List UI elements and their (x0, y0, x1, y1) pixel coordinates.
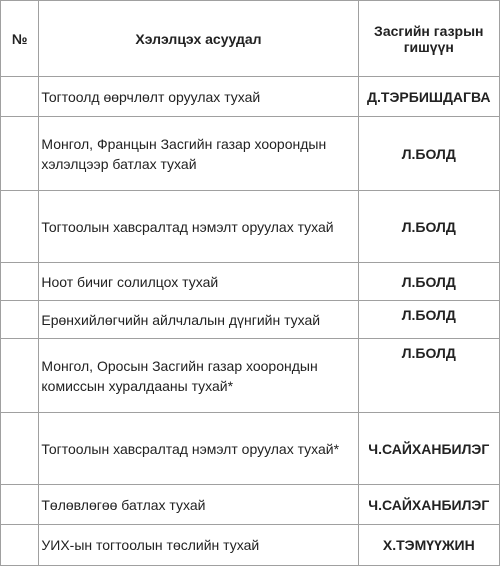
row-member: Х.ТЭМҮҮЖИН (358, 525, 499, 566)
row-member: Ч.САЙХАНБИЛЭГ (358, 413, 499, 485)
row-member: Л.БОЛД (358, 263, 499, 301)
row-number (1, 191, 39, 263)
row-topic: Монгол, Оросын Засгийн газар хоорондын комиссын хуралдааны тухай* (39, 339, 358, 413)
row-member: Д.ТЭРБИШДАГВА (358, 77, 499, 117)
table-row (1, 117, 500, 191)
row-number (1, 339, 39, 413)
row-member: Ч.САЙХАНБИЛЭГ (358, 485, 499, 525)
row-number (1, 263, 39, 301)
row-topic: Төлөвлөгөө батлах тухай (39, 485, 358, 525)
table-row (1, 485, 500, 525)
row-topic: УИХ-ын тогтоолын төслийн тухай (39, 525, 358, 566)
table-row (1, 301, 500, 339)
row-number (1, 77, 39, 117)
table-row (1, 339, 500, 413)
row-number (1, 525, 39, 566)
row-topic: Ерөнхийлөгчийн айлчлалын дүнгийн тухай (39, 301, 358, 339)
row-number (1, 485, 39, 525)
row-topic: Тогтоолын хавсралтад нэмэлт оруулах тухай* (39, 413, 358, 485)
row-topic: Тогтоолд өөрчлөлт оруулах тухай (39, 77, 358, 117)
row-member: Л.БОЛД (358, 191, 499, 263)
row-number (1, 413, 39, 485)
row-member: Л.БОЛД (358, 339, 499, 413)
row-topic: Тогтоолын хавсралтад нэмэлт оруулах тухай (39, 191, 358, 263)
row-topic: Монгол, Францын Засгийн газар хоорондын хэлэлцээр батлах тухай (39, 117, 358, 191)
header-number: № (1, 1, 39, 77)
table-row (1, 77, 500, 117)
row-member: Л.БОЛД (358, 301, 499, 339)
header-topic: Хэлэлцэх асуудал (39, 1, 358, 77)
row-topic: Ноот бичиг солилцох тухай (39, 263, 358, 301)
table-row (1, 525, 500, 566)
header-member: Засгийн газрын гишүүн (358, 1, 499, 77)
row-number (1, 301, 39, 339)
row-number (1, 117, 39, 191)
table-header-row (1, 1, 500, 77)
table-row (1, 191, 500, 263)
table-row (1, 413, 500, 485)
table-row (1, 263, 500, 301)
row-member: Л.БОЛД (358, 117, 499, 191)
